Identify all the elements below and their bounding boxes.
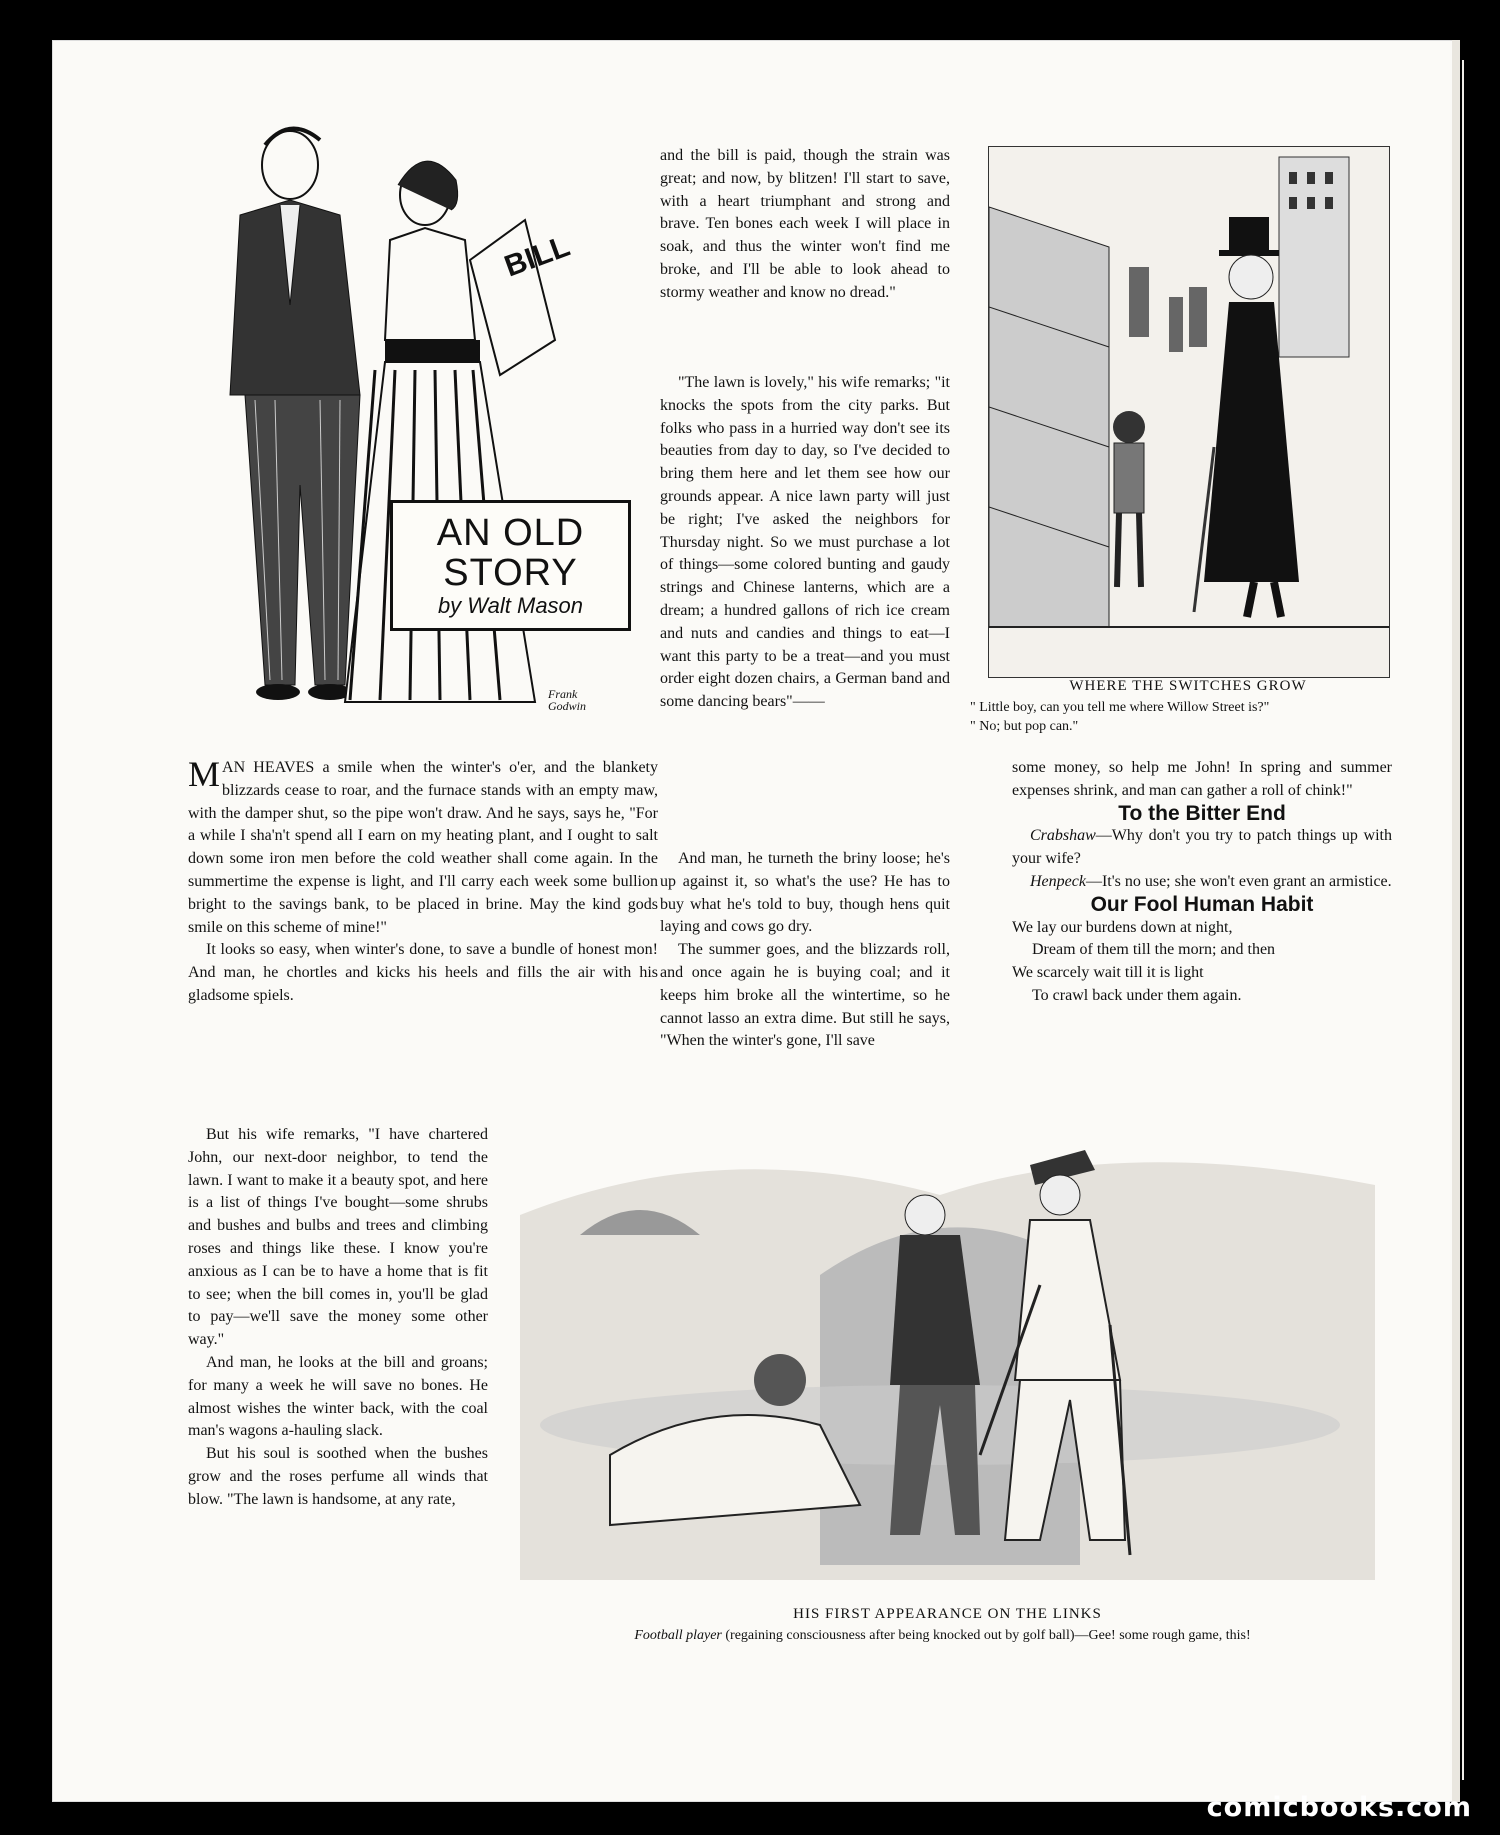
poem-line-4: To crawl back under them again. bbox=[1032, 986, 1242, 1004]
switches-caption-line-1: " Little boy, can you tell me where Willow Street is?" bbox=[970, 700, 1270, 715]
story-paragraph-5: But his soul is soothed when the bushes grow and the roses perfume all winds that blow. "The lawn is handsome, at any rate, bbox=[188, 1445, 488, 1508]
poem-line-1: We lay our burdens down at night, bbox=[1012, 918, 1233, 936]
bill-paper-label: BILL bbox=[500, 229, 575, 284]
title-line-1: AN OLD bbox=[436, 512, 585, 554]
speaker-henpeck: Henpeck bbox=[1030, 872, 1086, 890]
poem-fool-habit bbox=[1012, 917, 1392, 1008]
switches-caption-title: WHERE THE SWITCHES GROW bbox=[1069, 678, 1307, 694]
poem-line-2: Dream of them till the morn; and then bbox=[1032, 941, 1276, 959]
story-paragraph-2: It looks so easy, when winter's done, to save a bundle of honest mon! And man, he chortles and kicks his heels and fills the air with his gladsome spiels. bbox=[188, 941, 658, 1004]
story-column-1-bottom bbox=[188, 1124, 488, 1512]
story-column-1-top bbox=[188, 754, 658, 1008]
story-paragraph-6: and the bill is paid, though the strain was great; and now, by blitzen! I'll start to save, with a heart triumphant and strong and brave. Ten bones each week I will place in soak, and thus the winter won't find me broke, and I'll be able to look ahead to stormy weather and know no dread." bbox=[660, 147, 950, 301]
binding-line bbox=[1462, 60, 1464, 1780]
artist-name: Frank Godwin bbox=[548, 687, 587, 713]
couple-drawing bbox=[170, 120, 655, 732]
links-caption-speaker: Football player bbox=[634, 1628, 722, 1643]
links-caption-body: (regaining consciousness after being knocked out by golf ball)—Gee! some rough game, this! bbox=[721, 1628, 1251, 1643]
title-sign bbox=[390, 500, 631, 631]
story-column-2-wide bbox=[660, 848, 950, 1053]
story-paragraph-4: And man, he looks at the bill and groans; for many a week he will save no bones. He almost wishes the winter back, with the coal man's wagons a-hauling slack. bbox=[188, 1353, 488, 1440]
switches-caption-line-2: " No; but pop can." bbox=[970, 719, 1079, 734]
story-paragraph-3: But his wife remarks, "I have chartered John, our next-door neighbor, to tend the lawn. I want to make it a beauty spot, and here is a list of things I've bought—some shrubs and bushes and bulbs and trees and climbing roses and things like these. I know you're anxious as I can be to have a home that is fit to see; when the bill comes in, you'll be glad to pay—we'll save the money some other way." bbox=[188, 1126, 488, 1349]
links-illustration bbox=[520, 1125, 1375, 1580]
switches-illustration bbox=[988, 146, 1390, 678]
speaker-crabshaw: Crabshaw bbox=[1030, 827, 1096, 845]
links-caption-text bbox=[490, 1628, 1395, 1644]
links-caption-title: HIS FIRST APPEARANCE ON THE LINKS bbox=[793, 1606, 1102, 1622]
golf-scene-drawing bbox=[520, 1125, 1375, 1580]
poem-line-3: We scarcely wait till it is light bbox=[1012, 964, 1204, 982]
story-paragraph-8: And man, he turneth the briny loose; he's up against it, so what's the use? He has to buy what he's told to buy, though hens quit laying and cows go dry. bbox=[660, 850, 950, 936]
heading-bitter-end: To the Bitter End bbox=[1118, 801, 1286, 825]
dialogue-henpeck-text: —It's no use; she won't even grant an armistice. bbox=[1085, 872, 1392, 890]
heading-fool-habit: Our Fool Human Habit bbox=[1090, 892, 1314, 916]
dialogue-crabshaw bbox=[1012, 825, 1392, 871]
switches-caption-dialogue bbox=[970, 698, 1390, 736]
story-paragraph-9: The summer goes, and the blizzards roll, and once again he is buying coal; and it keeps him broke all the wintertime, so he cannot lasso an extra dime. But still he says, "When the winter's gone, I'll save bbox=[660, 941, 950, 1050]
story-column-2-cont bbox=[660, 372, 950, 714]
title-line-2: STORY bbox=[443, 552, 578, 594]
watermark: comicbooks.com bbox=[1206, 1792, 1472, 1823]
story-paragraph-1-text: AN HEAVES a smile when the winter's o'er, and the blankety blizzards cease to roar, and the furnace stands with an empty maw, with the damper shut, so the pipe won't draw. And he says, says he, "For a while I sha'n't spend all I earn on my heating plant, and I ought to salt down some iron men before the cold weather shall come again. In the summertime the expense is light, and I'll carry each week some bullion bright to the savings bank, to be placed in brine. May the kind gods smile on this scheme of mine!" bbox=[188, 759, 658, 936]
street-scene-drawing bbox=[989, 147, 1389, 677]
artist-signature bbox=[548, 688, 608, 712]
next-page-edge bbox=[1452, 40, 1460, 1802]
byline: by Walt Mason bbox=[437, 593, 584, 618]
dialogue-crabshaw-text: —Why don't you try to patch things up with your wife? bbox=[1012, 827, 1392, 868]
story-column-2 bbox=[660, 145, 950, 305]
drop-cap: M bbox=[188, 754, 221, 794]
story-paragraph-7: "The lawn is lovely," his wife remarks; "it knocks the spots from the city parks. But folks who pass in a hurried way don't see its beauties from day to day, so I've decided to bring them here and let them see how our grounds appear. A nice lawn party will just be right; I've asked the neighbors for Thursday night. So we must purchase a lot of things—some colored bunting and gaudy strings and Chinese lanterns, which are a dream; a hundred gallons of rich ice cream and nuts and candies and things to eat—I want this party to be a treat—and you must order eight dozen chairs, a German band and some dancing bears"—— bbox=[660, 374, 950, 711]
column-3 bbox=[1012, 757, 1392, 1008]
story-conclusion: some money, so help me John! In spring and summer expenses shrink, and man can gather a roll of chink!" bbox=[1012, 759, 1392, 799]
story-paragraph-1 bbox=[188, 754, 658, 939]
dialogue-henpeck bbox=[1012, 871, 1392, 894]
title-illustration bbox=[170, 120, 655, 732]
